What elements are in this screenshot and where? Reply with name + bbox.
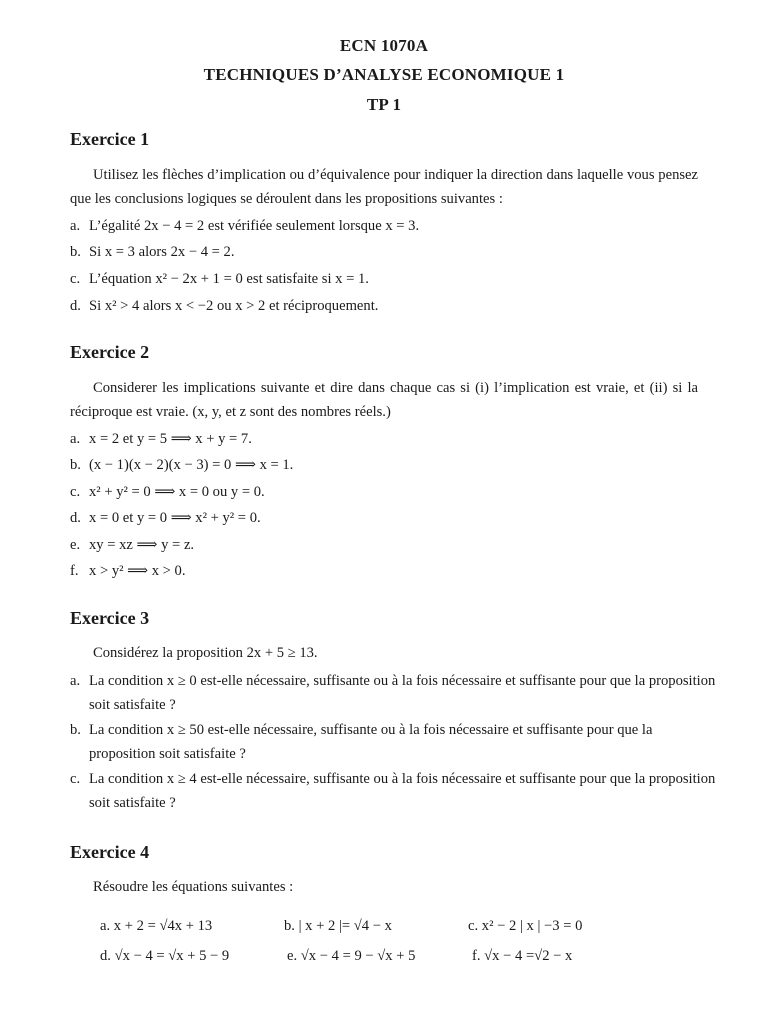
exercise-4-intro: Résoudre les équations suivantes : xyxy=(93,879,294,895)
item-label: b. xyxy=(70,722,81,738)
item-text: x² − 2 | x | −3 = 0 xyxy=(481,918,583,934)
equation-f xyxy=(472,946,572,966)
item-text: La condition x ≥ 4 est-elle nécessaire, suffisante ou à la fois nécessaire et suffisante pour que la proposition soit satisfaite ? xyxy=(89,771,716,811)
exercise-3-item-a xyxy=(70,669,717,717)
exercise-1-heading: Exercice 1 xyxy=(70,129,150,149)
exercise-2-item-d xyxy=(70,506,698,530)
item-text: x + 2 = √4x + 13 xyxy=(113,918,213,934)
equation-d xyxy=(100,946,229,966)
item-text: xy = xz ⟹ y = z. xyxy=(89,537,195,553)
equation-c xyxy=(468,916,582,936)
item-label: a. xyxy=(70,431,81,447)
item-label: a. xyxy=(70,218,81,234)
item-label: b. xyxy=(284,918,295,934)
item-text: Si x² > 4 alors x < −2 ou x > 2 et réciproquement. xyxy=(89,298,379,314)
item-label: b. xyxy=(70,457,81,473)
item-text: x > y² ⟹ x > 0. xyxy=(89,563,186,579)
item-text: √x − 4 = 9 − √x + 5 xyxy=(300,948,416,964)
item-text: x = 0 et y = 0 ⟹ x² + y² = 0. xyxy=(89,510,261,526)
item-text: √x − 4 = √x + 5 − 9 xyxy=(114,948,230,964)
item-label: c. xyxy=(70,484,81,500)
exercise-1-intro: Utilisez les flèches d’implication ou d’équivalence pour indiquer la direction dans laquelle vous pensez que les conclusions logiques se déroulent dans les propositions suivantes : xyxy=(70,167,698,207)
exercise-2-intro: Considerer les implications suivante et dire dans chaque cas si (i) l’implication est vraie, et (ii) si la réciproque est vraie. (x, y, et z sont des nombres réels.) xyxy=(70,380,698,420)
item-label: e. xyxy=(287,948,298,964)
course-code: ECN 1070A xyxy=(339,36,429,55)
item-text: La condition x ≥ 50 est-elle nécessaire, suffisante ou à la fois nécessaire et suffisante pour que la proposition soit satisfaite ? xyxy=(89,722,653,762)
exercise-3-item-c xyxy=(70,767,717,815)
item-label: d. xyxy=(70,510,81,526)
item-label: b. xyxy=(70,244,81,260)
item-label: d. xyxy=(100,948,111,964)
exercise-3-intro: Considérez la proposition 2x + 5 ≥ 13. xyxy=(93,645,318,661)
exercise-2-item-b xyxy=(70,453,698,477)
item-label: e. xyxy=(70,537,81,553)
equation-e xyxy=(287,946,415,966)
item-text: √x − 4 =√2 − x xyxy=(484,948,573,964)
exercise-4-heading: Exercice 4 xyxy=(70,842,150,862)
item-label: c. xyxy=(70,771,81,787)
exercise-3-item-b xyxy=(70,718,717,766)
item-text: x² + y² = 0 ⟹ x = 0 ou y = 0. xyxy=(89,484,265,500)
item-label: f. xyxy=(472,948,481,964)
course-title: TECHNIQUES D’ANALYSE ECONOMIQUE 1 xyxy=(203,65,565,84)
item-label: c. xyxy=(468,918,479,934)
exercise-2-item-c xyxy=(70,480,698,504)
tp-number: TP 1 xyxy=(366,95,402,114)
exercise-1-item-a xyxy=(70,214,698,238)
item-text: (x − 1)(x − 2)(x − 3) = 0 ⟹ x = 1. xyxy=(89,457,294,473)
item-text: Si x = 3 alors 2x − 4 = 2. xyxy=(89,244,235,260)
item-label: a. xyxy=(70,673,81,689)
item-label: d. xyxy=(70,298,81,314)
item-text: La condition x ≥ 0 est-elle nécessaire, suffisante ou à la fois nécessaire et suffisante pour que la proposition soit satisfaite ? xyxy=(89,673,716,713)
exercise-2-item-e xyxy=(70,533,698,557)
item-text: x = 2 et y = 5 ⟹ x + y = 7. xyxy=(89,431,252,447)
exercise-2-item-f xyxy=(70,559,698,583)
exercise-1-item-b xyxy=(70,240,698,264)
item-label: c. xyxy=(70,271,81,287)
item-text: | x + 2 |= √4 − x xyxy=(298,918,392,934)
equation-a xyxy=(100,916,212,936)
equation-b xyxy=(284,916,392,936)
exercise-1-item-d xyxy=(70,294,698,318)
exercise-2-heading: Exercice 2 xyxy=(70,342,150,362)
exercise-3-heading: Exercice 3 xyxy=(70,608,150,628)
exercise-1-item-c xyxy=(70,267,698,291)
exercise-2-item-a xyxy=(70,427,698,451)
item-label: f. xyxy=(70,563,79,579)
item-label: a. xyxy=(100,918,111,934)
item-text: L’équation x² − 2x + 1 = 0 est satisfaite si x = 1. xyxy=(89,271,369,287)
item-text: L’égalité 2x − 4 = 2 est vérifiée seulement lorsque x = 3. xyxy=(89,218,420,234)
